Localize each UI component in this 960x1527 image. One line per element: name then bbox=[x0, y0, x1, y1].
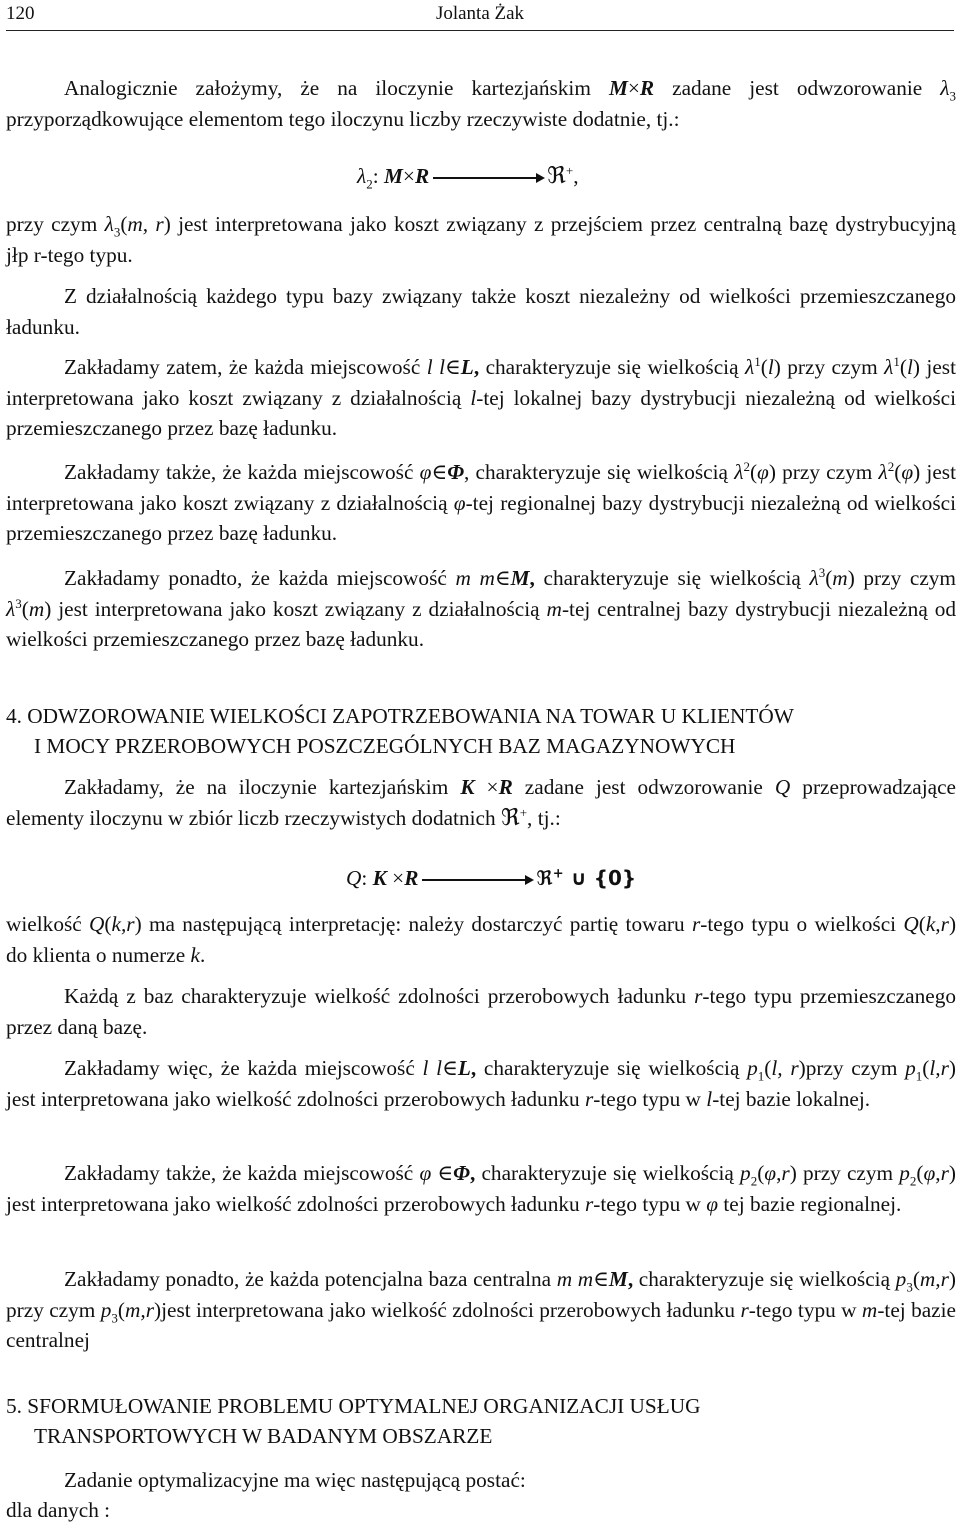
section-5-heading-line-2: TRANSPORTOWYCH W BADANYM OBSZARZE bbox=[34, 1423, 493, 1448]
equation-q: Q: K ×R ℜ+ ∪ {0} bbox=[346, 866, 637, 890]
paragraph-4: Zakładamy zatem, że każda miejscowość l l∈L, charakteryzuje się wielkością $\lambda^1(l)$ przy czym $\lambda^1(l)$ jest interpretowana jako koszt związany z działalnością l-tej lokalnej bazy dystrybucji niezależną od wielkości przemieszczanego przez bazę ładunku. bbox=[6, 353, 957, 440]
paragraph-8: wielkość Q(k,r) ma następującą interpretację: należy dostarczyć partię towaru r-tego typu o wielkości Q(k,r) do klienta o numerze k. bbox=[6, 912, 957, 967]
paragraph-7: Zakładamy, że na iloczynie kartezjańskim K ×R zadane jest odwzorowanie Q przeprowadzające elementy iloczynu w zbiór liczb rzeczywistych dodatnich ℜ+, tj.: bbox=[6, 775, 956, 831]
arrow-icon bbox=[433, 177, 543, 179]
paragraph-5: Zakładamy także, że każda miejscowość φ∈Φ, charakteryzuje się wielkością $\lambda^2(\varphi)$ przy czym $\lambda^2(\varphi)$ jest interpretowana jako koszt związany z działalnością φ-tej regionalnej bazy dystrybucji niezależną od wielkości przemieszczanego przez bazę ładunku. bbox=[6, 458, 957, 545]
equation-lambda2: $\lambda_2$: M×R ℜ+, bbox=[357, 162, 579, 192]
paragraph-10: Zakładamy więc, że każda miejscowość l l∈L, charakteryzuje się wielkością $p_1(l$, r)przy czym $p_1(l,r)$ jest interpretowana jako wielkość zdolności przerobowych ładunku r-tego typu w l-tej bazie lokalnej. bbox=[6, 1056, 956, 1111]
section-4-heading bbox=[6, 702, 956, 761]
running-header bbox=[6, 0, 954, 31]
running-author: Jolanta Żak bbox=[435, 3, 525, 24]
paragraph-14: dla danych : bbox=[6, 1498, 111, 1522]
paragraph-9: Każdą z baz charakteryzuje wielkość zdolności przerobowych ładunku r-tego typu przemieszczanego przez daną bazę. bbox=[6, 984, 956, 1039]
paragraph-2: przy czym $\lambda_3(m$, r) jest interpretowana jako koszt związany z przejściem przez centralną bazę dystrybucyjną jłp r-tego typu. bbox=[6, 212, 956, 267]
paragraph-6: Zakładamy ponadto, że każda miejscowość m m∈M, charakteryzuje się wielkością $\lambda^3(m)$ przy czym $\lambda^3(m)$ jest interpretowana jako koszt związany z działalnością m-tej centralnej bazy dystrybucji niezależną od wielkości przemieszczanego przez bazę ładunku. bbox=[6, 564, 957, 651]
arrow-icon bbox=[422, 879, 532, 881]
section-4-heading-line-2: I MOCY PRZEROBOWYCH POSZCZEGÓLNYCH BAZ MAGAZYNOWYCH bbox=[34, 733, 736, 758]
section-5-heading-line-1: 5. SFORMUŁOWANIE PROBLEMU OPTYMALNEJ ORGANIZACJI USŁUG bbox=[6, 1394, 701, 1418]
section-4-heading-line-1: 4. ODWZOROWANIE WIELKOŚCI ZAPOTRZEBOWANIA NA TOWAR U KLIENTÓW bbox=[6, 704, 794, 728]
paragraph-11: Zakładamy także, że każda miejscowość φ ∈Φ, charakteryzuje się wielkością $p_2(\varphi,r)$ przy czym $p_2(\varphi,r)$ jest interpretowana jako wielkość zdolności przerobowych ładunku r-tego typu w φ tej bazie regionalnej. bbox=[6, 1161, 957, 1216]
page-number: 120 bbox=[6, 3, 35, 24]
paragraph-13: Zadanie optymalizacyjne ma więc następującą postać: bbox=[64, 1468, 526, 1492]
paragraph-1: Analogicznie założymy, że na iloczynie kartezjańskim M×R zadane jest odwzorowanie $\lambda_3$ przyporządkowujące elementom tego iloczynu liczby rzeczywiste dodatnie, tj.: bbox=[6, 76, 956, 131]
section-5-heading bbox=[6, 1392, 956, 1451]
paragraph-3: Z działalnością każdego typu bazy związany także koszt niezależny od wielkości przemieszczanego ładunku. bbox=[6, 284, 956, 339]
paragraph-12: Zakładamy ponadto, że każda potencjalna baza centralna m m∈M, charakteryzuje się wielkością $p_3(m,r)$ przy czym $p_3(m,r)jest$ interpretowana jako wielkość zdolności przerobowych ładunku r-tego typu w m-tej bazie centralnej bbox=[6, 1267, 956, 1352]
